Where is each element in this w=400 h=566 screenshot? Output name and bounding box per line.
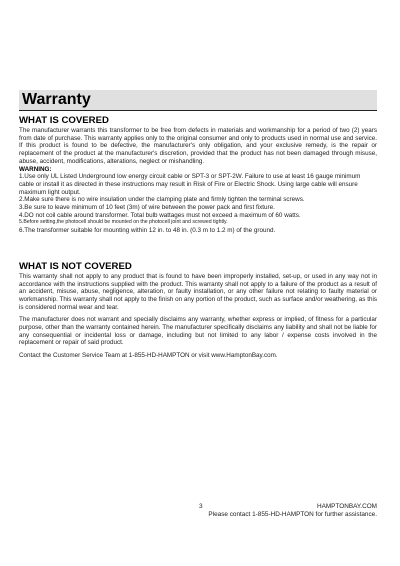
page-number: 3 [199, 503, 203, 510]
warning-list [19, 173, 377, 235]
warning-item: 6.The transformer suitable for mounting within 12 in. to 48 in. (0.3 m to 1.2 m) of the ground. [19, 227, 276, 235]
warning-label: WARNING: [19, 165, 52, 173]
warranty-page [19, 90, 377, 360]
covered-heading: WHAT IS COVERED [19, 115, 109, 126]
covered-intro: The manufacturer warrants this transformer to be free from defects in materials and workmanship for a period of two (2) years from date of purchase. This warranty applies only to the original consumer and only to products used in normal use and service. If this product is found to be defective, the manufacturer's only obligation, and your exclusive remedy, is the repair or replacement of the product at the manufacturer's discretion, provided that the product has not been damaged through misuse, abuse, accident, modifications, alterations, neglect or mishandling. [19, 127, 377, 165]
warning-item: 4.DO not coil cable around transformer. Total bulb wattages must not exceed a maximum of 60 watts. [19, 211, 301, 219]
footer-contact: Please contact 1-855-HD-HAMPTON for further assistance. [208, 511, 377, 519]
warning-item: 3.Be sure to leave minimum of 10 feet (3m) of wire between the power pack and first fixture. [19, 204, 275, 212]
page-title: Warranty [19, 90, 377, 111]
not-covered-heading: WHAT IS NOT COVERED [19, 260, 132, 272]
page-footer [19, 503, 377, 520]
footer-site: HAMPTONBAY.COM [316, 503, 377, 510]
not-covered-paragraph-1: This warranty shall not apply to any product that is found to have been improperly installed, set-up, or used in any way not in accordance with the instructions supplied with the product. This warranty shall not apply to a failure of the product as a result of an accident, misuse, abuse, negligence, alteration, or faulty installation, or any other failure not relating to faulty material or workmanship. This warranty shall not apply to the finish on any portion of the product, such as surface and/or weathering, as this is considered normal wear and tear. [19, 272, 377, 311]
not-covered-paragraph-2: The manufacturer does not warrant and specially disclaims any warranty, whether express or implied, of fitness for a particular purpose, other than the warranty contained herein. The manufacturer specifically disclaims any liability and shall not be liable for any consequential or incidental loss or damage, including but not limited to any labor / expense costs involved in the replacement or repair of said product. [19, 316, 377, 347]
warning-item: 5.Before setting,the photocell should be mounted on the photocell joint and screwed tightly. [19, 219, 228, 226]
warning-item: 1.Use only UL Listed Underground low energy circuit cable or SPT-3 or SPT-2W. Failure to use at least 16 gauge minimum cable or install it as directed in these instructions may result in Risk of Fire or Electric Shock. Using large cable will ensure maximum light output. [19, 173, 361, 196]
warning-item: 2.Make sure there is no wire insulation under the clamping plate and firmly tighten the terminal screws. [19, 196, 305, 204]
contact-paragraph: Contact the Customer Service Team at 1-855-HD-HAMPTON or visit www.HamptonBay.com. [19, 352, 278, 360]
